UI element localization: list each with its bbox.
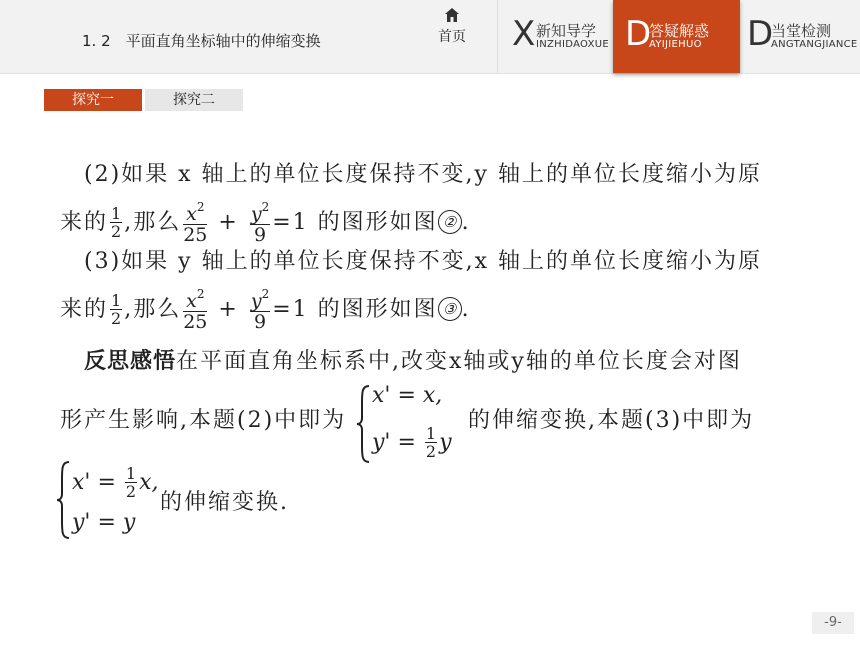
item-3-line1: (3)如果 y 轴上的单位长度保持不变,x 轴上的单位长度缩小为原 [84,249,762,274]
page-number: -9- [812,612,854,634]
fraction-half: $\frac{1}{2}$ [125,464,137,501]
figure-ref-3: ③ [438,297,462,321]
section-title: 1. 2 平面直角坐标轴中的伸缩变换 [82,32,321,50]
fraction-x2-25: $\frac{x^2}{25}$ [183,287,208,333]
item-2-line2: 来的 $\frac{1}{2}$ ,那么 $\frac{x^2}{25}$ + $\frac{y^2}{9}$ =1 的图形如图 ② . [60,200,471,246]
system1-row2: y' = $\frac{1}{2}$ y [372,424,452,461]
figure-ref-2: ② [438,210,462,234]
reflection-line3: 的伸缩变换. [160,490,289,515]
home-label: 首页 [438,29,466,45]
nav-tab-pinyin: AYIJIEHUO [649,39,702,50]
nav-tab-label: 当堂检测 [771,22,832,40]
nav-tab-pinyin: INZHIDAOXUE [536,39,609,50]
fraction-y2-9: $\frac{y^2}{9}$ [250,287,270,333]
transform-system-1 [356,382,466,468]
nav-tab-initial: D [747,14,774,54]
left-brace [356,384,370,464]
fraction-y2-9: $\frac{y^2}{9}$ [250,200,270,246]
system2-row1: x' = $\frac{1}{2}$ x, [72,464,159,501]
reflection-line2a: 形产生影响,本题(2)中即为 [60,408,347,433]
fraction-half: $\frac{1}{2}$ [425,424,437,461]
fraction-half: $\frac{1}{2}$ [111,291,122,328]
item-3-line2: 来的 $\frac{1}{2}$ ,那么 $\frac{x^2}{25}$ + $\frac{y^2}{9}$ =1 的图形如图 ③ . [60,287,471,333]
system2-row2: y' = y [72,510,136,535]
reflection-line1: 反思感悟在平面直角坐标系中,改变x轴或y轴的单位长度会对图 [84,349,742,374]
reflection-line2b: 的伸缩变换,本题(3)中即为 [468,408,755,433]
fraction-half: $\frac{1}{2}$ [111,204,122,241]
nav-tab-label: 答疑解惑 [649,22,710,40]
tab-tanjiu-1[interactable]: 探究一 [44,89,142,111]
left-brace [56,460,70,540]
reflection-heading: 反思感悟 [84,349,177,374]
item-2-line1: (2)如果 x 轴上的单位长度保持不变,y 轴上的单位长度缩小为原 [84,162,762,187]
nav-tab-initial: D [625,14,652,54]
nav-tab-pinyin: ANGTANGJIANCE [771,39,858,50]
nav-tab-initial: X [512,14,536,54]
fraction-x2-25: $\frac{x^2}{25}$ [183,200,208,246]
tab-tanjiu-2[interactable]: 探究二 [145,89,243,111]
system1-row1: x' = x, [372,383,443,408]
nav-tab-label: 新知导学 [536,22,597,40]
transform-system-2 [56,458,166,544]
